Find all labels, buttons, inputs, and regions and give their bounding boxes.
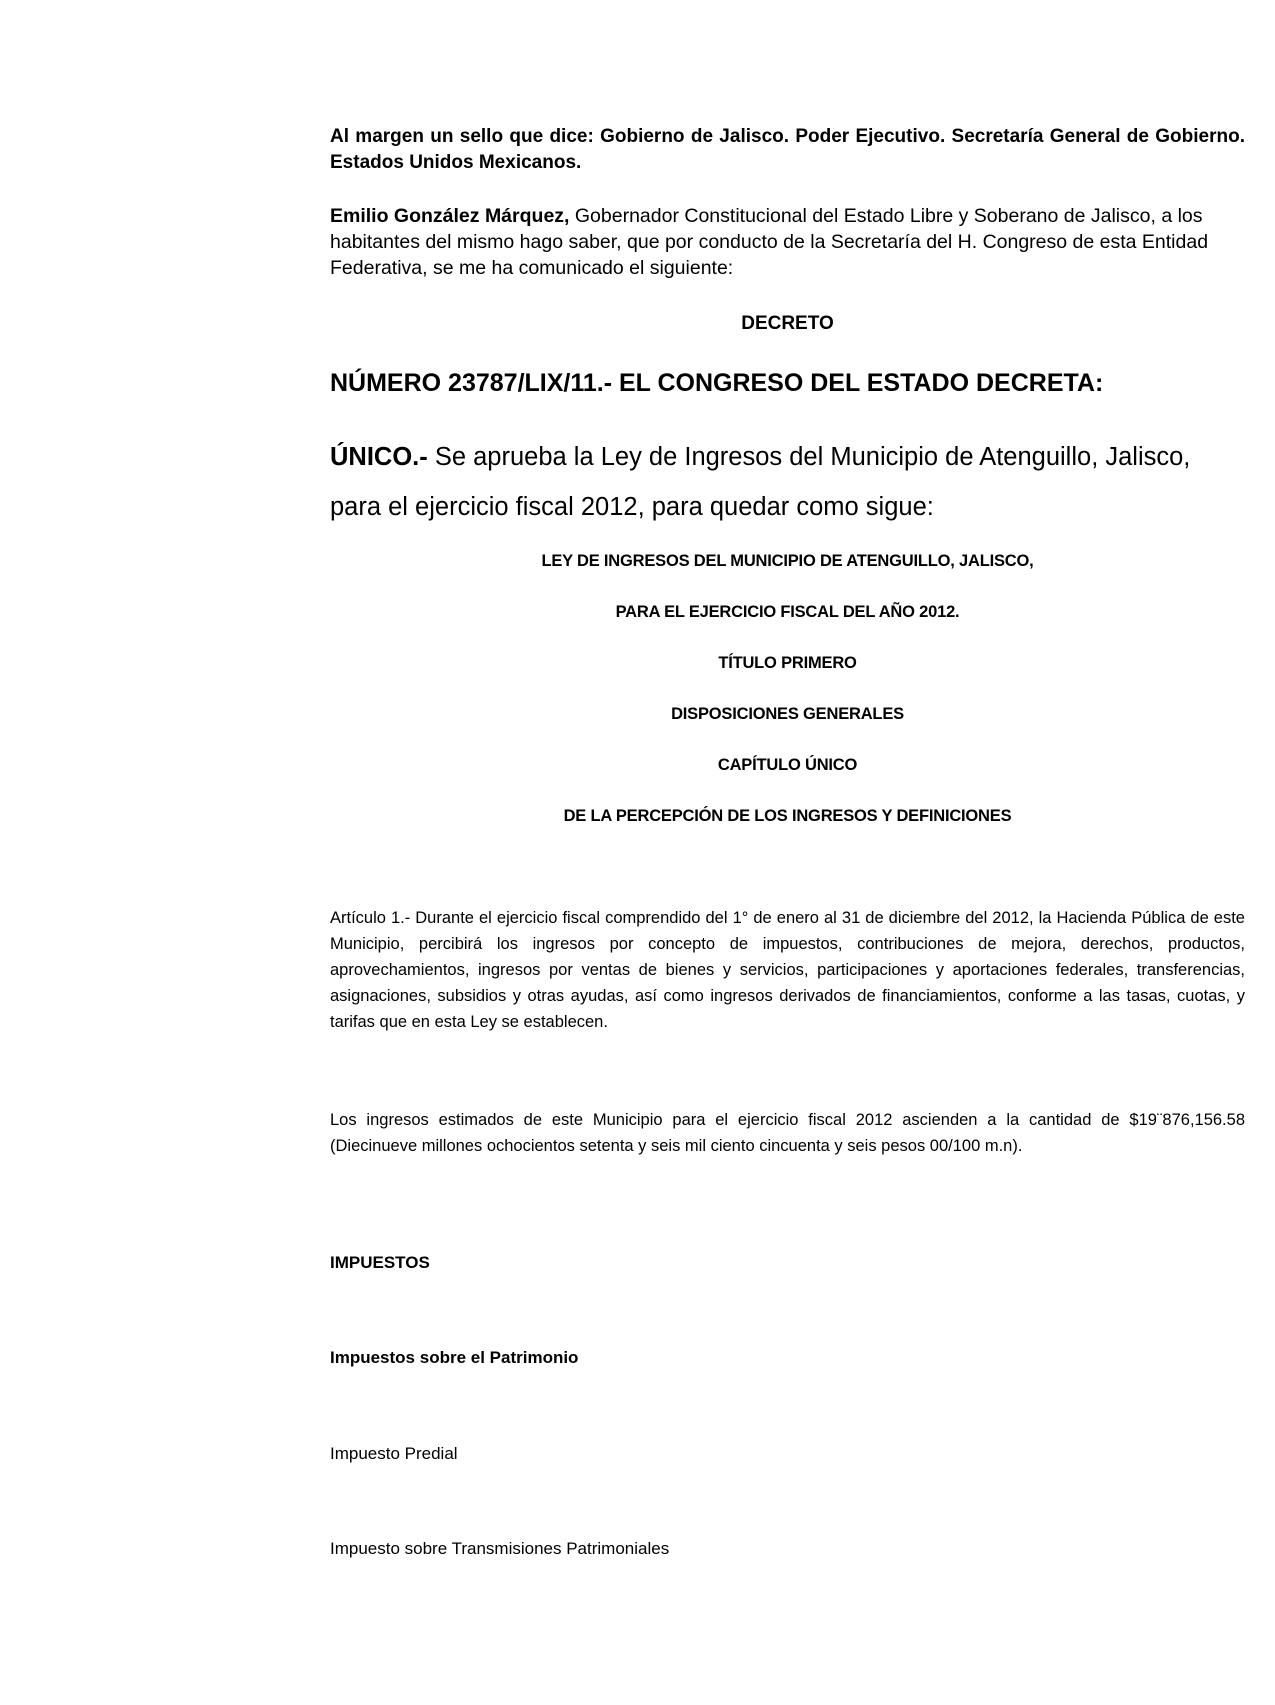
perception-heading: DE LA PERCEPCIÓN DE LOS INGRESOS Y DEFINICIONES (563, 807, 1012, 825)
title-first-heading: TÍTULO PRIMERO (718, 654, 857, 672)
governor-name: Emilio González Márquez, (330, 205, 570, 227)
unico-label: ÚNICO.- (330, 443, 428, 471)
decree-heading: DECRETO (741, 313, 834, 334)
governor-text: Gobernador Constitucional del Estado Libre y Soberano de Jalisco, a los habitantes del mismo hago saber, que por conducto de la Secretaría del H. Congreso de esta Entidad Federativa, se me ha comunicado el siguiente: (330, 205, 1209, 279)
unico-text: Se aprueba la Ley de Ingresos del Municipio de Atenguillo, Jalisco, para el ejercicio fiscal 2012, para quedar como sigue: (330, 443, 1191, 521)
patrimony-taxes-heading: Impuestos sobre el Patrimonio (330, 1348, 579, 1367)
property-tax-item: Impuesto Predial (330, 1444, 458, 1463)
article-1-paragraph: Artículo 1.- Durante el ejercicio fiscal comprendido del 1° de enero al 31 de diciembre del 2012, la Hacienda Pública de este Municipio, percibirá los ingresos por concepto de impuestos, contribuciones de mejora, derechos, productos, aprovechamientos, ingresos por ventas de bienes y servicios, participaciones y aportaciones federales, transferencias, asignaciones, subsidios y otras ayudas, así como ingresos derivados de financiamientos, conforme a las tasas, cuotas, y tarifas que en esta Ley se establecen. (330, 909, 1245, 1031)
decree-number: NÚMERO 23787/LIX/11.- EL CONGRESO DEL ESTADO DECRETA: (330, 369, 1104, 397)
law-title-line-2: PARA EL EJERCICIO FISCAL DEL AÑO 2012. (615, 603, 960, 621)
margin-seal-note: Al margen un sello que dice: Gobierno de Jalisco. Poder Ejecutivo. Secretaría General de Gobierno. Estados Unidos Mexicanos. (330, 126, 1245, 173)
transfer-tax-item: Impuesto sobre Transmisiones Patrimoniales (330, 1539, 670, 1558)
taxes-heading: IMPUESTOS (330, 1253, 430, 1272)
general-provisions-heading: DISPOSICIONES GENERALES (671, 705, 904, 723)
single-chapter-heading: CAPÍTULO ÚNICO (717, 756, 858, 774)
law-title-line-1: LEY DE INGRESOS DEL MUNICIPIO DE ATENGUILLO, JALISCO, (541, 552, 1034, 570)
governor-paragraph (330, 203, 1245, 281)
unico-paragraph (330, 432, 1245, 532)
estimated-income-paragraph: Los ingresos estimados de este Municipio para el ejercicio fiscal 2012 ascienden a la cantidad de $19¨876,156.58 (Diecinueve millones ochocientos setenta y seis mil ciento cincuenta y seis pesos 00/100 m.n). (330, 1111, 1245, 1155)
